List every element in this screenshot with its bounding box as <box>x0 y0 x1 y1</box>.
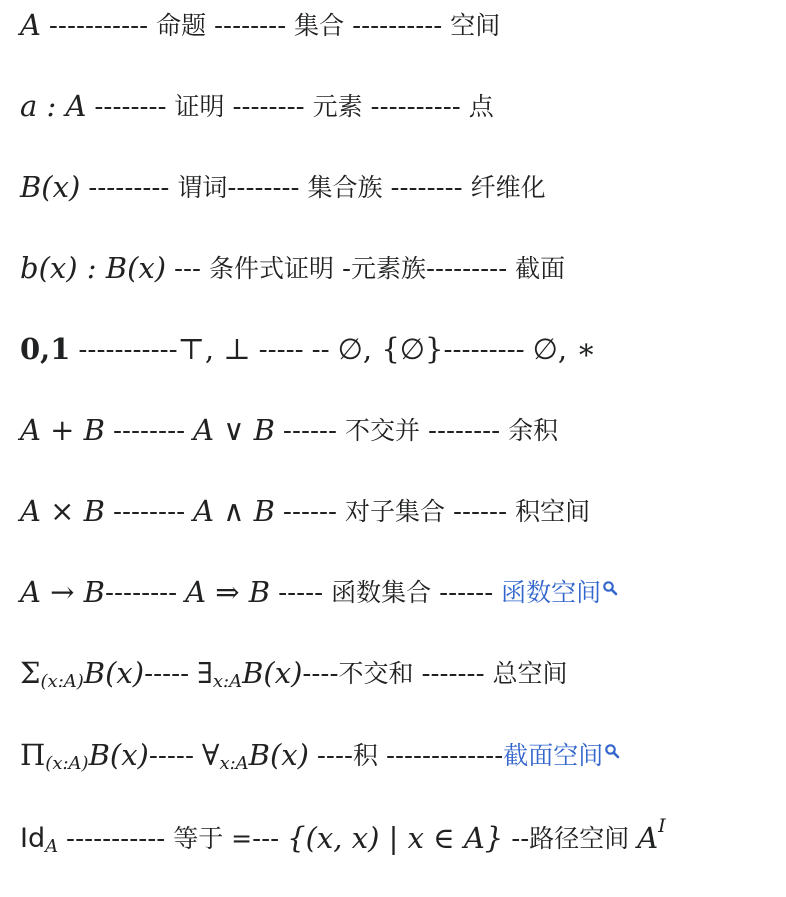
set-term: 积 <box>352 740 378 770</box>
type-expression: 0,1 <box>20 331 71 366</box>
correspondence-row <box>20 326 780 372</box>
logic-operator: ∃ <box>197 655 213 690</box>
type-expression: A × B <box>20 493 105 528</box>
space-term: ∅, ∗ <box>532 331 597 366</box>
separator: -------- <box>206 10 295 40</box>
separator: --- <box>252 823 288 853</box>
type-expression: A <box>20 7 41 42</box>
correspondence-row <box>20 650 780 696</box>
separator: -------- <box>420 415 509 445</box>
separator: ----------- <box>58 823 174 853</box>
correspondence-row <box>20 245 780 291</box>
logic-term: 证明 <box>174 91 225 121</box>
logic-term: 谓词 <box>177 172 228 202</box>
set-term: {(x, x) | x ∈ A} <box>287 820 504 855</box>
separator: ----- <box>148 740 202 770</box>
type-subscript: (x:A) <box>40 671 84 692</box>
separator: - <box>334 253 352 283</box>
separator: -------- <box>105 577 186 607</box>
set-term: 不交并 <box>345 415 421 445</box>
space-superscript: I <box>658 814 666 837</box>
separator: -------- <box>227 172 308 202</box>
separator: ------ <box>431 577 502 607</box>
type-subscript: A <box>45 836 59 857</box>
correspondence-row <box>20 164 780 210</box>
correspondence-row <box>20 2 780 48</box>
space-term: 纤维化 <box>470 172 546 202</box>
set-term: 对子集合 <box>345 496 446 526</box>
type-expression: a : A <box>20 88 87 123</box>
separator: ---------- <box>362 91 469 121</box>
type-expression: A + B <box>20 412 105 447</box>
type-operator: Id <box>20 822 46 854</box>
separator: ----- <box>144 658 198 688</box>
set-term: 集合族 <box>307 172 383 202</box>
set-term: ∅, {∅} <box>337 331 444 366</box>
logic-subscript: x:A <box>219 753 249 774</box>
separator: -------- <box>86 91 175 121</box>
type-expression: B(x) <box>88 737 149 772</box>
separator: ------ <box>445 496 516 526</box>
separator: --------- <box>426 253 516 283</box>
set-term: 不交和 <box>338 658 414 688</box>
separator: -------- <box>382 172 471 202</box>
correspondence-row <box>20 488 780 534</box>
correspondence-row <box>20 815 780 861</box>
separator: ----- -- <box>250 334 338 364</box>
separator: ----- <box>270 577 332 607</box>
logic-term: A ∨ B <box>193 412 275 447</box>
space-math: A <box>637 820 659 855</box>
set-term: 函数集合 <box>331 577 432 607</box>
logic-term: A ∧ B <box>193 493 275 528</box>
logic-term: B(x) <box>242 655 303 690</box>
space-term: 路径空间 <box>529 823 638 853</box>
space-term: 点 <box>468 91 494 121</box>
type-expression: A → B <box>20 574 105 609</box>
separator: ----------- <box>40 10 157 40</box>
space-term: 积空间 <box>515 496 591 526</box>
search-icon <box>604 738 620 754</box>
space-term: 总空间 <box>492 658 568 688</box>
space-term: 余积 <box>508 415 559 445</box>
logic-term: 命题 <box>156 10 207 40</box>
separator: ----------- <box>70 334 178 364</box>
logic-term: 等于 = <box>173 823 253 853</box>
separator: ------ <box>274 496 346 526</box>
section-space-link[interactable]: 截面空间 <box>503 740 604 770</box>
separator: -------- <box>105 496 194 526</box>
logic-subscript: x:A <box>212 671 243 692</box>
separator: ------- <box>413 658 493 688</box>
set-term: 元素族 <box>351 253 427 283</box>
separator: --------- <box>80 172 178 202</box>
separator: --------- <box>443 334 533 364</box>
function-space-link[interactable]: 函数空间 <box>501 577 602 607</box>
type-subscript: (x:A) <box>45 753 89 774</box>
type-expression: b(x) : B(x) <box>20 250 167 285</box>
logic-term: 条件式证明 <box>209 253 335 283</box>
logic-term: A ⇒ B <box>185 574 271 609</box>
type-operator: Π <box>20 737 46 772</box>
separator: -- <box>503 823 530 853</box>
separator: ---------- <box>344 10 451 40</box>
separator: ---- <box>308 740 353 770</box>
separator: ------------- <box>378 740 504 770</box>
set-term: 元素 <box>312 91 363 121</box>
space-term: 空间 <box>450 10 501 40</box>
separator: -------- <box>105 415 194 445</box>
separator: --- <box>166 253 210 283</box>
space-term: 截面 <box>515 253 566 283</box>
separator: ---- <box>302 658 339 688</box>
correspondence-row <box>20 83 780 129</box>
logic-term: B(x) <box>248 737 309 772</box>
type-expression: B(x) <box>83 655 145 690</box>
correspondence-row <box>20 407 780 453</box>
separator: ------ <box>274 415 346 445</box>
type-expression: B(x) <box>20 169 81 204</box>
search-icon <box>602 575 618 591</box>
set-term: 集合 <box>294 10 345 40</box>
correspondence-row <box>20 569 780 615</box>
correspondence-row <box>20 732 780 778</box>
logic-term: ⊤, ⊥ <box>177 331 251 366</box>
type-operator: Σ <box>20 655 41 690</box>
separator: -------- <box>224 91 313 121</box>
logic-operator: ∀ <box>201 737 220 772</box>
